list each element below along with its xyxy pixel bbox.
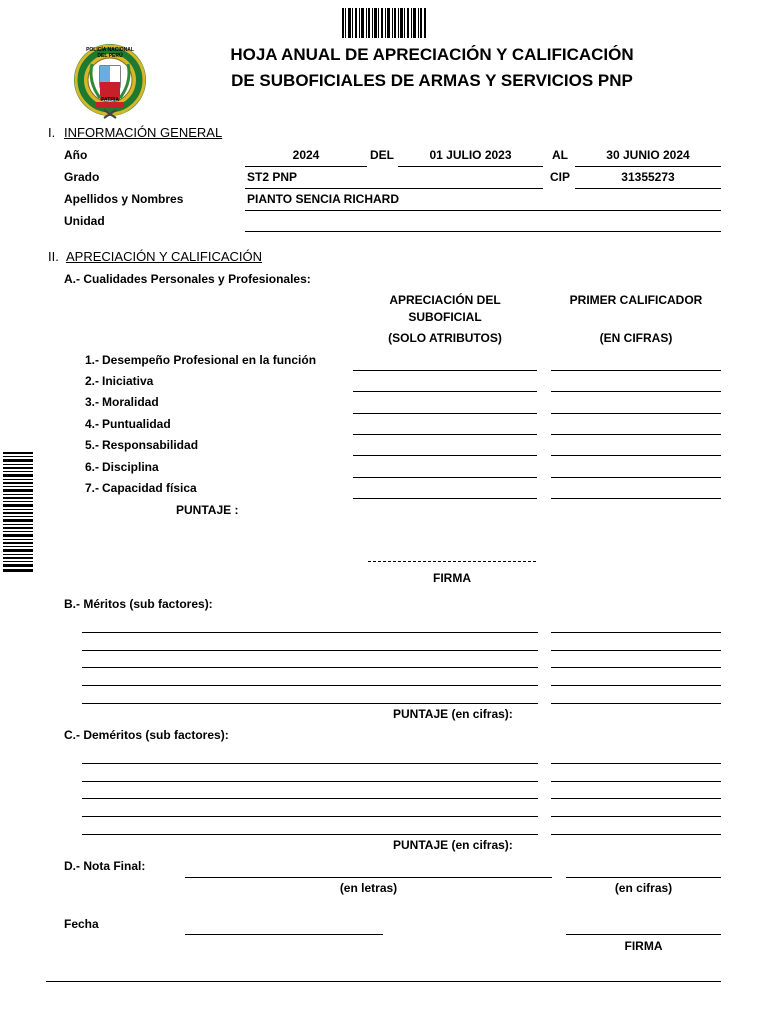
item-2-num: 2.- <box>85 374 100 388</box>
merit-line-1[interactable] <box>82 632 538 633</box>
nota-final-cifras-line[interactable] <box>566 877 721 878</box>
value-grado: ST2 PNP <box>247 170 298 184</box>
label-unidad: Unidad <box>64 214 105 228</box>
demerit-score-line-5[interactable] <box>551 834 721 835</box>
value-apellidos: PIANTO SENCIA RICHARD <box>247 192 400 206</box>
item-5-line-col2[interactable] <box>551 455 721 456</box>
item-1-label: Desempeño Profesional en la función <box>102 353 317 367</box>
merit-score-line-3[interactable] <box>551 667 721 668</box>
line-cip <box>575 188 721 189</box>
value-del: 01 JULIO 2023 <box>429 148 512 162</box>
signature-line-a[interactable] <box>368 561 536 562</box>
merit-score-line-1[interactable] <box>551 632 721 633</box>
item-2-label: Iniciativa <box>102 374 154 388</box>
value-anio: 2024 <box>292 148 320 162</box>
item-4-line-col2[interactable] <box>551 434 721 435</box>
demerit-score-line-3[interactable] <box>551 798 721 799</box>
merit-line-4[interactable] <box>82 685 538 686</box>
item-7-line-col2[interactable] <box>551 498 721 499</box>
label-en-cifras: (en cifras) <box>614 881 673 895</box>
demerit-line-1[interactable] <box>82 763 538 764</box>
item-1-line-col2[interactable] <box>551 370 721 371</box>
emblem-bottom-text: PATRIA <box>101 97 119 103</box>
section2-number: II. <box>48 249 59 264</box>
merit-score-line-4[interactable] <box>551 685 721 686</box>
label-cip: CIP <box>550 170 571 184</box>
item-3-num: 3.- <box>85 395 100 409</box>
section-a-title: A.- Cualidades Personales y Profesionales: <box>64 272 311 286</box>
line-apellidos <box>245 210 721 211</box>
section-a-firma: FIRMA <box>433 571 471 585</box>
line-anio <box>245 166 367 167</box>
label-fecha: Fecha <box>64 917 99 931</box>
demerit-score-line-2[interactable] <box>551 781 721 782</box>
label-apellidos: Apellidos y Nombres <box>64 192 184 206</box>
section-c-title: C.- Deméritos (sub factores): <box>64 728 229 742</box>
demerit-line-2[interactable] <box>82 781 538 782</box>
line-unidad <box>245 231 721 232</box>
firma-line[interactable] <box>566 934 721 935</box>
item-1-line-col1[interactable] <box>353 370 537 371</box>
merit-line-5[interactable] <box>82 703 538 704</box>
item-2-line-col1[interactable] <box>353 391 537 392</box>
item-4-line-col1[interactable] <box>353 434 537 435</box>
label-grado: Grado <box>64 170 100 184</box>
section-c-puntaje: PUNTAJE (en cifras): <box>393 838 513 852</box>
page-title-line1: HOJA ANUAL DE APRECIACIÓN Y CALIFICACIÓN <box>230 45 634 64</box>
item-6-num: 6.- <box>85 460 100 474</box>
item-4-num: 4.- <box>85 417 100 431</box>
item-6-line-col1[interactable] <box>353 477 537 478</box>
item-7-line-col1[interactable] <box>353 498 537 499</box>
merit-line-3[interactable] <box>82 667 538 668</box>
emblem-top-text: POLICÍA NACIONAL DEL PERÚ <box>86 47 134 59</box>
col1-header-line2: SUBOFICIAL <box>408 310 482 324</box>
section-d-title: D.- Nota Final: <box>64 859 146 873</box>
label-en-letras: (en letras) <box>339 881 398 895</box>
side-barcode <box>3 452 33 572</box>
section-b-title: B.- Méritos (sub factores): <box>64 597 213 611</box>
top-barcode <box>342 8 426 38</box>
col2-header-sub: (EN CIFRAS) <box>599 331 673 345</box>
nota-final-letras-line[interactable] <box>185 877 552 878</box>
line-grado <box>245 188 543 189</box>
line-al <box>575 166 721 167</box>
item-4-label: Puntualidad <box>102 417 171 431</box>
demerit-line-4[interactable] <box>82 816 538 817</box>
demerit-line-3[interactable] <box>82 798 538 799</box>
item-3-line-col1[interactable] <box>353 413 537 414</box>
line-del <box>398 166 543 167</box>
label-anio: Año <box>64 148 88 162</box>
item-1-num: 1.- <box>85 353 100 367</box>
col1-header-sub: (SOLO ATRIBUTOS) <box>388 331 502 345</box>
section-a-puntaje: PUNTAJE : <box>176 503 239 517</box>
merit-score-line-2[interactable] <box>551 650 721 651</box>
label-al: AL <box>552 148 568 162</box>
page-title-line2: DE SUBOFICIALES DE ARMAS Y SERVICIOS PNP <box>231 71 633 90</box>
bottom-divider <box>46 981 721 982</box>
section-b-puntaje: PUNTAJE (en cifras): <box>393 707 513 721</box>
item-7-num: 7.- <box>85 481 100 495</box>
col2-header: PRIMER CALIFICADOR <box>569 293 703 307</box>
demerit-line-5[interactable] <box>82 834 538 835</box>
section1-title: INFORMACIÓN GENERAL <box>64 125 223 140</box>
item-3-line-col2[interactable] <box>551 413 721 414</box>
item-6-line-col2[interactable] <box>551 477 721 478</box>
item-5-line-col1[interactable] <box>353 455 537 456</box>
section1-number: I. <box>48 125 56 140</box>
fecha-line[interactable] <box>185 934 383 935</box>
item-5-label: Responsabilidad <box>102 438 199 452</box>
label-firma: FIRMA <box>624 939 663 953</box>
col1-header-line1: APRECIACIÓN DEL <box>389 293 501 307</box>
value-cip: 31355273 <box>621 170 675 184</box>
item-3-label: Moralidad <box>102 395 159 409</box>
demerit-score-line-4[interactable] <box>551 816 721 817</box>
item-7-label: Capacidad física <box>102 481 197 495</box>
item-6-label: Disciplina <box>102 460 159 474</box>
value-al: 30 JUNIO 2024 <box>606 148 690 162</box>
item-5-num: 5.- <box>85 438 100 452</box>
label-del: DEL <box>370 148 394 162</box>
section2-title: APRECIACIÓN Y CALIFICACIÓN <box>66 249 263 264</box>
merit-score-line-5[interactable] <box>551 703 721 704</box>
merit-line-2[interactable] <box>82 650 538 651</box>
demerit-score-line-1[interactable] <box>551 763 721 764</box>
item-2-line-col2[interactable] <box>551 391 721 392</box>
